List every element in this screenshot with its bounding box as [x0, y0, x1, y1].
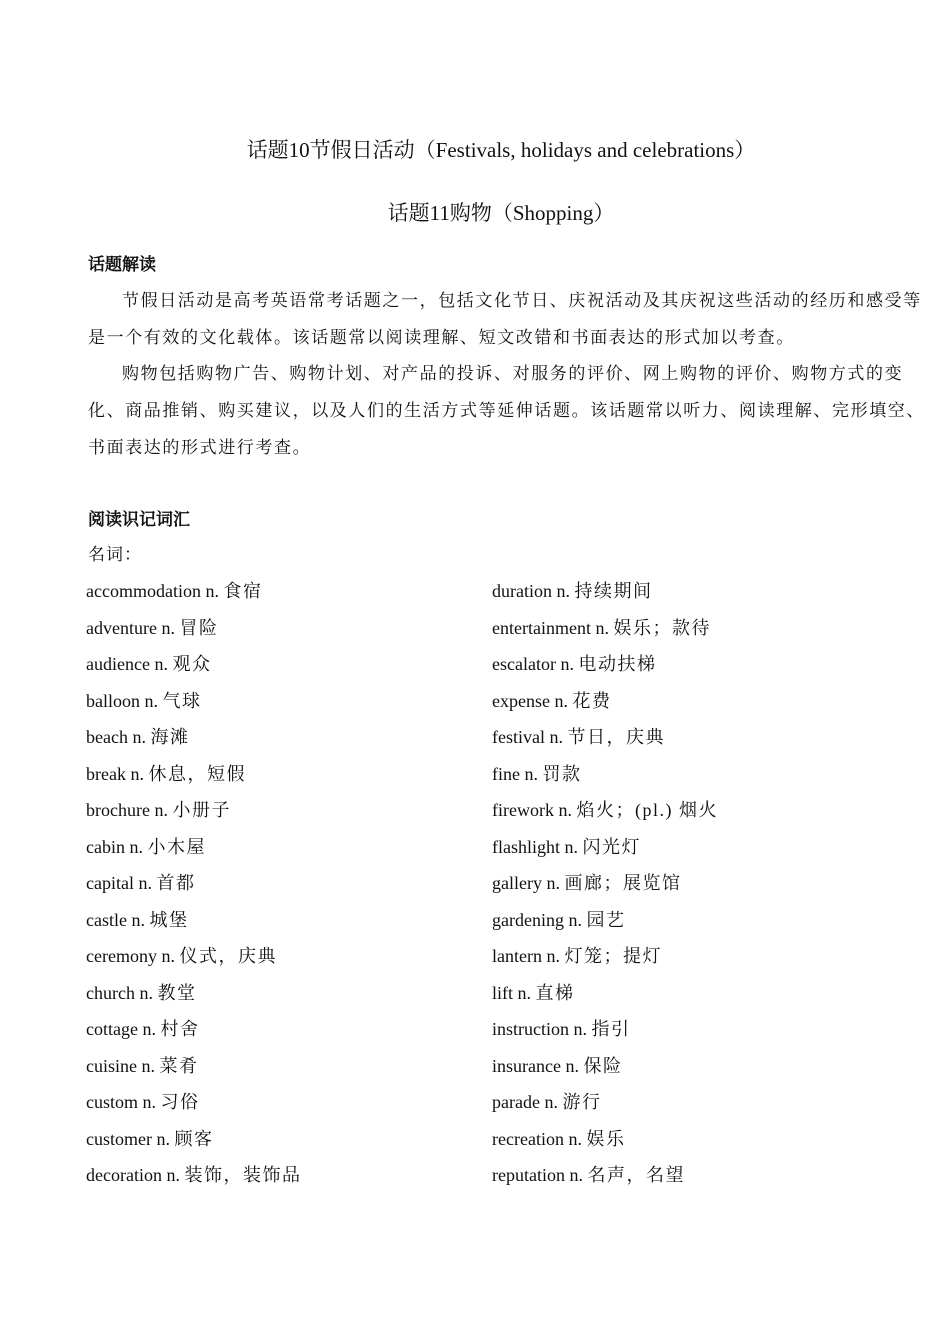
- vocab-item: [492, 1086, 718, 1123]
- vocab-item: [86, 1050, 301, 1087]
- vocab-item: [492, 977, 718, 1014]
- vocab-item: [86, 612, 301, 649]
- vocab-meaning: 小册子: [172, 800, 231, 820]
- vocab-meaning: 娱乐；款待: [613, 617, 711, 638]
- vocab-word: flashlight n.: [492, 836, 578, 857]
- festival-paragraph: 节假日活动是高考英语常考话题之一，包括文化节日、庆祝活动及其庆祝这些活动的经历和感受等是一个有效的文化载体。该话题常以阅读理解、短文改错和书面表达的形式加以考查。: [88, 291, 922, 347]
- vocab-word: gardening n.: [492, 909, 582, 930]
- vocab-meaning: 首都: [156, 873, 196, 893]
- vocab-word: cabin n.: [86, 836, 143, 857]
- vocab-meaning: 顾客: [174, 1128, 214, 1149]
- vocab-item: [492, 1159, 718, 1196]
- vocab-meaning: 海滩: [150, 727, 190, 747]
- vocab-item: [492, 1050, 718, 1087]
- vocab-meaning: 教堂: [157, 982, 197, 1003]
- vocab-word: customer n.: [86, 1128, 170, 1149]
- nouns-label: 名词：: [88, 545, 142, 564]
- vocabulary-list-left: [86, 575, 301, 1196]
- vocab-meaning: 名声，名望: [587, 1165, 685, 1185]
- shopping-paragraph: 购物包括购物广告、购物计划、对产品的投诉、对服务的评价、网上购物的评价、购物方式的变化、商品推销、购买建议，以及人们的生活方式等延伸话题。该话题常以听力、阅读理解、完形填空、书面表达的形式进行考查。: [88, 364, 925, 457]
- vocab-word: gallery n.: [492, 873, 560, 893]
- vocab-meaning: 游行: [562, 1092, 602, 1112]
- vocab-word: capital n.: [86, 873, 152, 893]
- vocab-meaning: 城堡: [149, 909, 189, 930]
- vocab-word: escalator n.: [492, 654, 574, 674]
- vocab-meaning: 冒险: [179, 617, 219, 638]
- vocab-word: castle n.: [86, 909, 145, 930]
- vocab-item: [86, 940, 301, 977]
- vocab-item: [492, 940, 718, 977]
- vocab-meaning: 电动扶梯: [578, 654, 657, 674]
- vocab-meaning: 园艺: [586, 909, 626, 930]
- vocab-meaning: 食宿: [223, 581, 263, 601]
- vocab-item: [86, 1159, 301, 1196]
- vocab-word: entertainment n.: [492, 617, 609, 638]
- vocab-word: lift n.: [492, 982, 531, 1003]
- vocab-meaning: 村舍: [160, 1019, 200, 1039]
- topic-11-title: 话题11购物（Shopping）: [387, 201, 615, 225]
- vocab-word: ceremony n.: [86, 946, 175, 966]
- vocab-word: instruction n.: [492, 1019, 587, 1039]
- vocab-item: [86, 1013, 301, 1050]
- vocab-item: [86, 831, 301, 868]
- vocab-meaning: 节日，庆典: [567, 727, 665, 747]
- vocab-item: [492, 794, 718, 831]
- vocab-item: [86, 977, 301, 1014]
- vocab-word: accommodation n.: [86, 581, 219, 601]
- vocab-item: [86, 648, 301, 685]
- vocab-word: parade n.: [492, 1092, 558, 1112]
- vocab-meaning: 气球: [162, 690, 202, 711]
- vocab-item: [86, 575, 301, 612]
- vocab-word: festival n.: [492, 727, 563, 747]
- vocab-item: [86, 1123, 301, 1160]
- vocab-word: expense n.: [492, 690, 568, 711]
- vocabulary-list-right: [492, 575, 718, 1196]
- vocab-item: [86, 867, 301, 904]
- vocab-meaning: 菜肴: [159, 1055, 199, 1076]
- vocab-word: custom n.: [86, 1092, 156, 1112]
- vocab-item: [492, 758, 718, 795]
- vocab-meaning: 画廊；展览馆: [564, 873, 682, 893]
- vocab-word: cottage n.: [86, 1019, 156, 1039]
- vocab-word: recreation n.: [492, 1128, 582, 1149]
- vocab-word: break n.: [86, 763, 144, 784]
- vocab-meaning: 直梯: [535, 982, 575, 1003]
- vocab-meaning: 观众: [172, 654, 212, 674]
- vocab-meaning: 娱乐: [586, 1128, 626, 1149]
- vocab-meaning: 休息，短假: [148, 763, 246, 784]
- vocab-item: [492, 1123, 718, 1160]
- vocab-word: adventure n.: [86, 617, 175, 638]
- vocab-meaning: 指引: [591, 1019, 631, 1039]
- vocab-meaning: 闪光灯: [582, 836, 641, 857]
- vocab-item: [492, 648, 718, 685]
- topic-10-title: 话题10节假日活动（Festivals, holidays and celebrations）: [246, 138, 756, 162]
- vocab-item: [86, 1086, 301, 1123]
- vocab-word: firework n.: [492, 800, 572, 820]
- vocab-word: balloon n.: [86, 690, 158, 711]
- vocab-item: [492, 831, 718, 868]
- vocab-meaning: 仪式，庆典: [179, 946, 277, 966]
- vocab-word: beach n.: [86, 727, 146, 747]
- vocab-word: lantern n.: [492, 946, 560, 966]
- vocab-meaning: 罚款: [542, 763, 582, 784]
- vocab-meaning: 保险: [583, 1055, 623, 1076]
- vocab-meaning: 焰火；(pl.) 烟火: [576, 800, 718, 820]
- topic-interpretation-heading: 话题解读: [88, 255, 156, 274]
- vocab-item: [492, 685, 718, 722]
- vocab-word: duration n.: [492, 581, 570, 601]
- vocab-word: reputation n.: [492, 1165, 583, 1185]
- vocab-word: cuisine n.: [86, 1055, 155, 1076]
- vocabulary-heading: 阅读识记词汇: [88, 510, 190, 529]
- vocab-meaning: 持续期间: [574, 581, 653, 601]
- vocab-item: [492, 1013, 718, 1050]
- vocab-word: church n.: [86, 982, 153, 1003]
- vocab-item: [492, 575, 718, 612]
- vocab-item: [86, 685, 301, 722]
- vocab-word: audience n.: [86, 654, 168, 674]
- vocab-word: brochure n.: [86, 800, 168, 820]
- vocab-meaning: 灯笼；提灯: [564, 946, 662, 966]
- vocab-item: [492, 612, 718, 649]
- vocab-word: decoration n.: [86, 1165, 180, 1185]
- vocab-meaning: 习俗: [160, 1092, 200, 1112]
- vocab-item: [492, 721, 718, 758]
- vocab-item: [492, 867, 718, 904]
- vocab-meaning: 小木屋: [147, 836, 206, 857]
- vocab-meaning: 装饰，装饰品: [184, 1165, 302, 1185]
- vocab-item: [86, 721, 301, 758]
- vocab-item: [492, 904, 718, 941]
- vocab-word: fine n.: [492, 763, 538, 784]
- vocab-item: [86, 794, 301, 831]
- vocab-item: [86, 904, 301, 941]
- vocab-item: [86, 758, 301, 795]
- vocab-meaning: 花费: [572, 690, 612, 711]
- vocab-word: insurance n.: [492, 1055, 579, 1076]
